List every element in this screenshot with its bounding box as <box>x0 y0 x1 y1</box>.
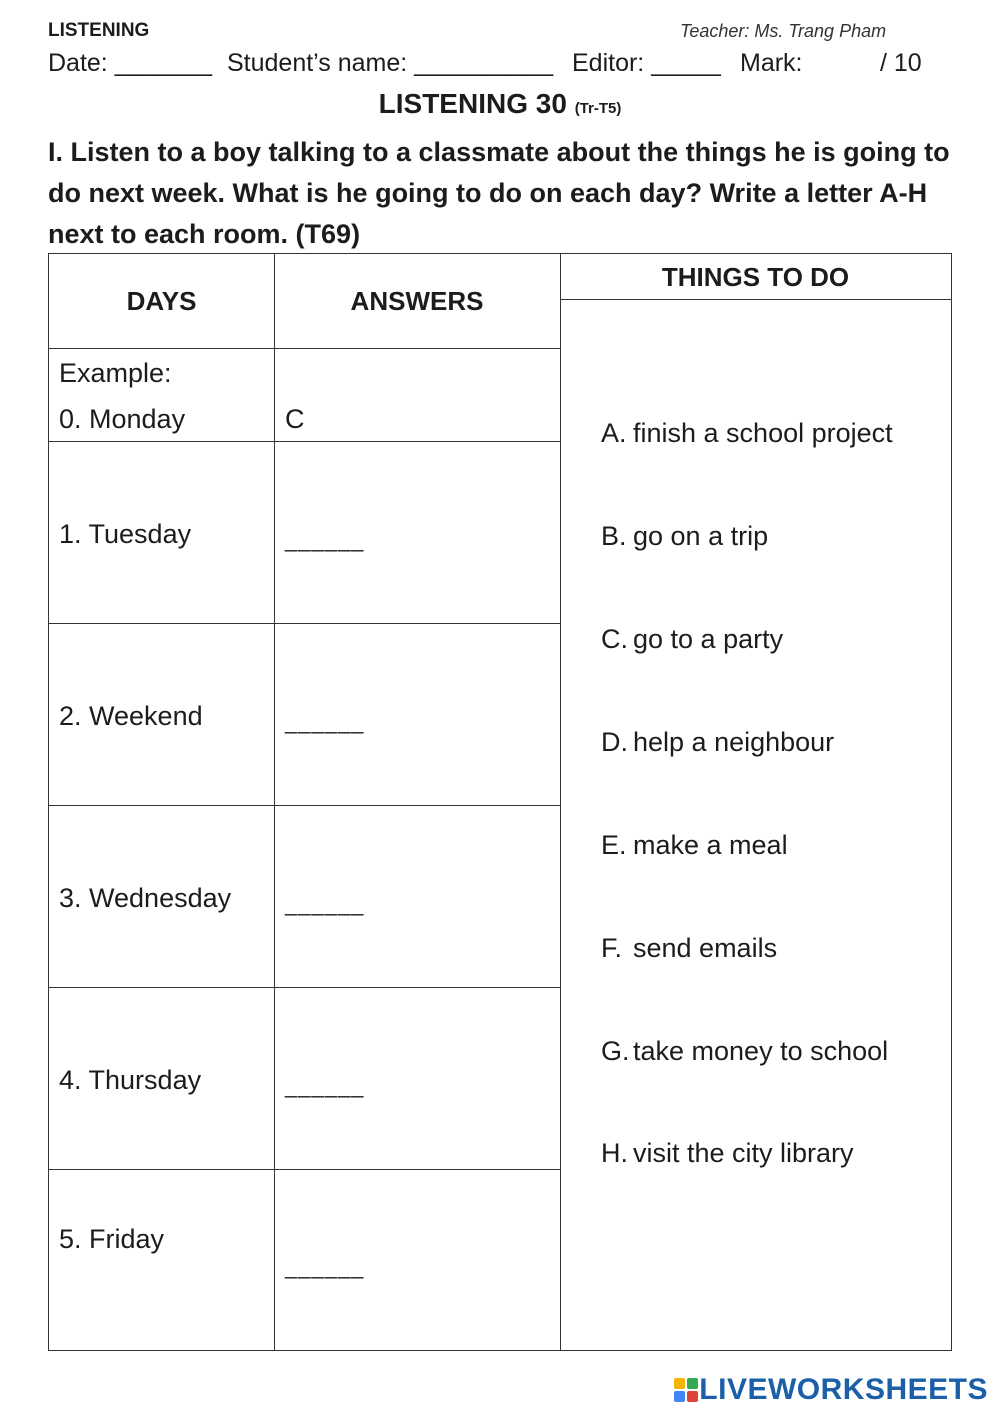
answer-table <box>48 253 952 1351</box>
row-divider <box>49 987 560 988</box>
row-divider <box>49 348 560 349</box>
option-letter: E. <box>601 830 627 860</box>
row-divider <box>49 1169 560 1170</box>
header-things-to-do: THINGS TO DO <box>661 262 850 292</box>
day-wednesday: 3. Wednesday <box>59 883 232 913</box>
option-text: go to a party <box>633 624 784 654</box>
mark-total: / 10 <box>880 49 922 77</box>
option-text: help a neighbour <box>633 727 835 757</box>
option-letter: B. <box>601 521 627 551</box>
option-b <box>601 521 768 552</box>
option-letter: H. <box>601 1138 628 1168</box>
title-main: LISTENING 30 <box>378 88 567 119</box>
answer-blank-1[interactable]: ______ <box>285 527 365 552</box>
day-thursday: 4. Thursday <box>59 1065 202 1095</box>
answer-blank-2[interactable]: ______ <box>285 709 365 734</box>
option-text: make a meal <box>633 830 788 860</box>
example-day: 0. Monday <box>59 404 186 434</box>
option-f <box>601 933 777 964</box>
brand-text: LIVEWORKSHEETS <box>699 1373 988 1406</box>
option-a <box>601 418 893 449</box>
row-divider <box>49 441 560 442</box>
column-divider <box>274 254 275 1350</box>
option-letter: F. <box>601 933 623 963</box>
day-tuesday: 1. Tuesday <box>59 519 192 549</box>
answer-blank-5[interactable]: ______ <box>285 1254 365 1279</box>
liveworksheets-logo-icon <box>673 1377 699 1403</box>
title-code: (Tr-T5) <box>574 100 622 117</box>
option-e <box>601 830 788 861</box>
example-label: Example: <box>59 358 172 388</box>
answer-blank-3[interactable]: ______ <box>285 891 365 916</box>
example-answer: C <box>285 404 305 434</box>
row-divider <box>49 623 560 624</box>
option-text: send emails <box>633 933 778 963</box>
date-field: Date: _______ <box>48 49 213 77</box>
option-d <box>601 727 834 758</box>
student-name-field: Student’s name: __________ <box>227 49 554 77</box>
option-letter: D. <box>601 727 628 757</box>
option-text: go on a trip <box>633 521 769 551</box>
option-letter: C. <box>601 624 628 654</box>
option-text: visit the city library <box>633 1138 854 1168</box>
instruction-text: I. Listen to a boy talking to a classmate about the things he is going to do next week. What is he going to do on each day? Write a letter A-H next to each room. (T69) <box>48 137 950 249</box>
row-divider <box>49 805 560 806</box>
option-letter: A. <box>601 418 627 448</box>
option-text: take money to school <box>633 1036 889 1066</box>
option-c <box>601 624 783 655</box>
answer-blank-4[interactable]: ______ <box>285 1073 365 1098</box>
option-letter: G. <box>601 1036 630 1066</box>
mark-label: Mark: <box>740 49 803 77</box>
header-answers: ANSWERS <box>350 286 484 316</box>
day-friday: 5. Friday <box>59 1224 165 1254</box>
liveworksheets-brand[interactable] <box>673 1373 988 1407</box>
editor-field: Editor: _____ <box>572 49 721 77</box>
option-h <box>601 1138 854 1169</box>
header-days: DAYS <box>126 286 197 316</box>
subject-label: LISTENING <box>48 20 150 41</box>
page-title <box>0 88 1000 120</box>
column-divider <box>560 254 561 1350</box>
teacher-name: Teacher: Ms. Trang Pham <box>680 21 887 41</box>
option-g <box>601 1036 888 1067</box>
option-text: finish a school project <box>633 418 893 448</box>
day-weekend: 2. Weekend <box>59 701 203 731</box>
row-divider <box>560 299 951 300</box>
